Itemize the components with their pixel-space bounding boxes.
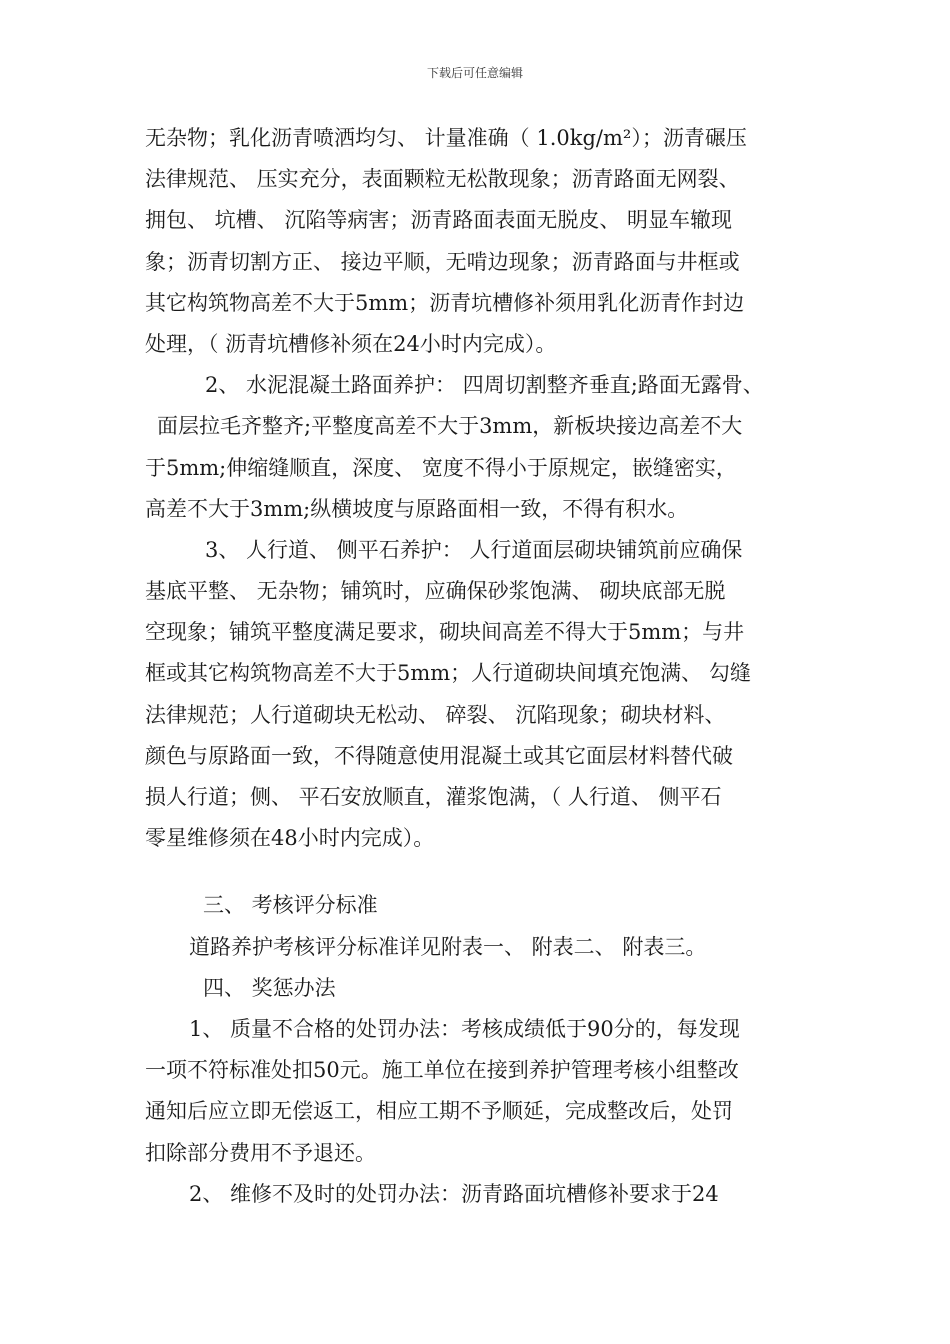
text-line: 法律规范；人行道砌块无松动、 碎裂、 沉陷现象；砌块材料、 (145, 702, 726, 727)
text-line: 其它构筑物高差不大于5mm；沥青坑槽修补须用乳化沥青作封边 (145, 290, 745, 315)
text-line: 零星维修须在48小时内完成）。 (145, 826, 435, 851)
page-header: 下载后可任意编辑 (426, 66, 523, 80)
section-2-heading-line: 2、 水泥混凝土路面养护： 四周切割整齐垂直;路面无露骨、 (205, 373, 764, 398)
text-line: 一项不符标准处扣50元。施工单位在接到养护管理考核小组整改 (145, 1058, 739, 1083)
text-line: 通知后应立即无偿返工，相应工期不予顺延，完成整改后，处罚 (145, 1099, 733, 1124)
document-body (145, 118, 817, 1215)
text-line: 框或其它构筑物高差不大于5mm；人行道砌块间填充饱满、 勾缝 (145, 661, 751, 686)
text-line: 颜色与原路面一致，不得随意使用混凝土或其它面层材料替代破 (145, 743, 733, 768)
section-heading-rewards: 四、 奖惩办法 (203, 975, 336, 1000)
text-line: 法律规范、 压实充分，表面颗粒无松散现象；沥青路面无网裂、 (145, 167, 740, 192)
text-line: 损人行道；侧、 平石安放顺直，灌浆饱满，（ 人行道、 侧平石 (145, 785, 722, 809)
text-line: 处理，（ 沥青坑槽修补须在24小时内完成）。 (145, 331, 557, 356)
text-line: 1、 质量不合格的处罚办法：考核成绩低于90分的，每发现 (189, 1016, 740, 1041)
section-heading-scoring: 三、 考核评分标准 (203, 893, 378, 918)
paragraph-gap (145, 859, 817, 885)
text-line: 空现象；铺筑平整度满足要求，砌块间高差不得大于5mm；与井 (145, 620, 745, 645)
section-3-heading-line: 3、 人行道、 侧平石养护： 人行道面层砌块铺筑前应确保 (205, 537, 743, 562)
text-line: 拥包、 坑槽、 沉陷等病害；沥青路面表面无脱皮、 明显车辙现 (145, 208, 733, 233)
text-line: 于5mm;伸缩缝顺直，深度、 宽度不得小于原规定，嵌缝密实， (145, 455, 737, 480)
text-line: 道路养护考核评分标准详见附表一、 附表二、 附表三。 (189, 934, 707, 959)
text-line: 基底平整、 无杂物；铺筑时，应确保砂浆饱满、 砌块底部无脱 (145, 579, 726, 604)
text-line: 2、 维修不及时的处罚办法：沥青路面坑槽修补要求于24 (189, 1181, 719, 1206)
text-line: 象；沥青切割方正、 接边平顺，无啃边现象；沥青路面与井框或 (145, 249, 740, 274)
text-line: 高差不大于3mm;纵横坡度与原路面相一致，不得有积水。 (145, 496, 689, 521)
text-line: 无杂物；乳化沥青喷洒均匀、 计量准确（ 1.0kg/m²）；沥青碾压 (145, 126, 747, 150)
text-line: 扣除部分费用不予退还。 (145, 1140, 376, 1165)
text-line: 面层拉毛齐整齐;平整度高差不大于3mm，新板块接边高差不大 (157, 414, 743, 439)
